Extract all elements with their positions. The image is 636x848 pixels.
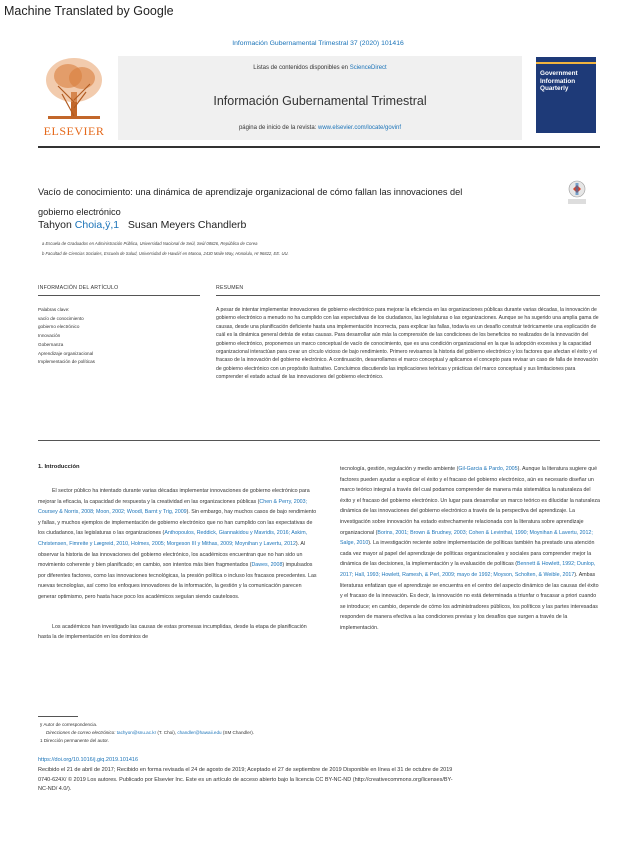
keyword-list	[38, 306, 198, 367]
permanent-address-note: 1 Dirección permanente del autor.	[40, 738, 109, 743]
affiliation-b: b Facultad de Ciencias Sociales, Escuela de Salud, Universidad de Hawái'i en Manoa, 2430 Maile Way, Honolulu, HI 96822, EE. UU.	[42, 251, 289, 256]
keyword-item: Implementación de políticas	[38, 359, 95, 365]
sciencedirect-link[interactable]: ScienceDirect	[349, 65, 387, 71]
author-1-name: Tahyon	[38, 219, 72, 231]
intro-paragraph-3: tecnología, gestión, regulación y medio ambiente (Gil-Garcia & Pardo, 2005). Aunque la literatura sugiere qué factores pueden ayudar a explicar el éxito y el fracaso del gobierno electrónico, aún es necesario diseñar un marco teórico integral a través del cual podamos comprender de manera más sistemática la naturaleza del éxito y el fracaso del gobierno electrónico. Un lugar para desarrollar un marco teórico es dilucidar la naturaleza dinámica de las innovaciones del gobierno electrónico a través de la perspectiva del aprendizaje. La investigación sobre innovación ha estado estrechamente relacionada con la literatura sobre aprendizaje organizacional (Borins, 2001; Brown & Brudney, 2003; Cohen & Levinthal, 1990; Moynihan & Lavertu, 2012; Salge, 2010). La investigación reciente sobre implementación de políticas también ha prestado una atención cada vez mayor al papel del aprendizaje de políticas organizacionales y sociales para comprender mejor la dinámica de las decisiones, la implementación y la evaluación de políticas (Bennett & Howlett, 1992; Dunlop, 2017; Hall, 1993; Howlett, Ramesh, & Perl, 2009; mayo de 1992; Moyson, Scholten, & Weible, 2017). Ambas literaturas enfatizan que el aprendizaje se encuentra en el centro del aspecto dinámico de las causas del éxito y el fracaso de la innovación. Es decir, la innovación no está determinada a triunfar o fracasar a priori cuando se introduce; en cambio, depende de cómo los administradores públicos, los políticos y las partes interesadas responden de manera efectiva a las condiciones previas y los desafíos que surgen a través de la implementación.	[340, 466, 600, 631]
intro-paragraph-2: Los académicos han investigado las causas de estas promesas incumplidas, desde la etapa de planificación hasta la de implementación en los dominios de	[38, 623, 307, 641]
footnote-rule	[38, 716, 78, 717]
machine-translation-banner: Machine Translated by Google	[4, 4, 174, 18]
homepage-link[interactable]: www.elsevier.com/locate/govinf	[318, 125, 402, 131]
author-1-affiliation-link[interactable]: Choia,ÿ,1	[74, 219, 120, 231]
journal-cover-title: Government Information Quarterly	[540, 70, 578, 92]
email-note: Direcciones de correo electrónico: tachyon@snu.ac.kr (T. Choi), chandler@hawaii.edu (SM Chandler).	[46, 730, 255, 735]
keyword-label: Palabras clave:	[38, 307, 70, 312]
citation-link[interactable]: Gil-Garcia & Pardo, 2005	[458, 466, 518, 472]
keyword-item: Innovación	[38, 333, 61, 339]
citation-link[interactable]: Chen & Perry, 2003; Coursey & Norris, 2008; Moon, 2002; Woodl, Barnt y Trig, 2009	[38, 498, 308, 516]
abstract-text: A pesar de intentar implementar innovaciones de gobierno electrónico para mejorar la eficiencia en las organizaciones públicas durante varias décadas, la innovación de gobierno electrónico a menudo no ha cumplido con las expectativas de los ciudadanos, las legislaturas o las organizaciones. Aunque se ha sugerido una amplia gama de causas, desde una planificación deficiente hasta una implementación incorrecta, para explicar las fallas, todavía es un desafío construir teóricamente una explicación de cuál es la dinámica general detrás de estas causas. Para desarrollar aún más la comprensión de las condiciones de los beneficios no realizados de la innovación del gobierno electrónico, proponemos un marco conceptual de vacío de conocimiento, que es una condición organizacional en la que la adopción excesiva y la capacidad organizacional interactúan para crear un círculo vicioso de bajo rendimiento. Primero revisamos la historia del gobierno electrónico y los factores que afectan el éxito y el fracaso de la innovación del gobierno electrónico. A continuación, desarrollamos el marco conceptual y aplicamos el concepto para revisar un caso de falla de innovación de gobierno electrónico con un propósito ilustrativo. Concluimos discutiendo las implicaciones teóricas y prácticas del marco conceptual y sus limitaciones para comprender el estado actual de las innovaciones del gobierno electrónico.	[216, 307, 599, 381]
author-list	[38, 219, 246, 231]
citation-link[interactable]: Bennett & Howlett, 1992; Dunlop, 2017; Hall, 1993; Howlett, Ramesh, & Perl, 2009; mayo de 1992; Moyson, Scholten, & Weible, 2017	[340, 561, 596, 578]
journal-reference-link[interactable]: Información Gubernamental Trimestral 37 (2020) 101416	[232, 40, 404, 47]
intro-right-column	[340, 464, 602, 634]
keyword-item: Aprendizaje organizacional	[38, 350, 94, 356]
citation-link[interactable]: Dawes, 2008	[251, 562, 283, 569]
journal-homepage	[118, 125, 522, 131]
keyword-item: Gobernanza	[38, 341, 64, 347]
abstract-rule	[216, 295, 600, 296]
corresponding-author-note: ÿ Autor de correspondencia.	[40, 722, 98, 727]
email-link-1[interactable]: tachyon@snu.ac.kr	[116, 730, 157, 735]
intro-paragraph-1: El sector público ha intentado durante varias décadas implementar innovaciones de gobierno electrónico para mejorar la eficacia, la capacidad de respuesta y la creatividad en las organizaciones públicas (Chen & Perry, 2003; Coursey & Norris, 2008; Moon, 2002; Woodl, Barnt y Trig, 2009). Sin embargo, hay muchos casos de bajo rendimiento y fallas, y muchos ejemplos de implementación de gobierno electrónico que no han cumplido con las expectativas de los ciudadanos, las legislaturas o las organizaciones (Anthopoulos, Reddick, Giannakidou y Mavridis, 2016; Askim, Christensen, Fimreite y Lægreid, 2010, Holmes, 2005; Morgeson III y Mithas, 2009; Moynihan y Lavertu, 2012). Al observar la historia de las innovaciones del gobierno electrónico, los académicos encuentran que no han sido un movimiento coherente y bien planificado; en cambio, son intentos más bien fragmentados (Dawes, 2008) impulsados por diferentes factores, como las innovaciones tecnológicas, la presión política o incluso los fracasos precedentes. Las nuevas tecnologías, así como los enfoques innovadores de la información, la gestión y la comunicación parecen generar optimismo, pero hasta hace poco los académicos seguían siendo cautelosos.	[38, 488, 317, 600]
homepage-prefix: página de inicio de la revista:	[238, 125, 317, 131]
citation-link[interactable]: Borins, 2001; Brown & Brudney, 2003; Cohen & Levinthal, 1990; Moynihan & Lavertu, 2012; Salge, 2010	[340, 529, 593, 547]
contents-availability	[118, 65, 522, 71]
article-info-rule	[38, 295, 200, 296]
header-divider	[38, 146, 600, 148]
crossmark-icon[interactable]	[566, 180, 588, 206]
journal-cover	[536, 57, 596, 133]
doi-link[interactable]: https://doi.org/10.1016/j.giq.2019.101416	[38, 757, 138, 763]
article-metadata	[38, 756, 458, 795]
keyword-item: gobierno electrónico	[38, 324, 80, 330]
article-title: Vacío de conocimiento: una dinámica de aprendizaje organizacional de cómo fallan las innovaciones del gobierno electrónico	[38, 187, 463, 217]
keyword-item: vacío de conocimiento	[38, 315, 84, 321]
email-link-2[interactable]: chandler@hawaii.edu	[177, 730, 222, 735]
abstract-heading: RESUMEN	[216, 285, 244, 291]
journal-title: Información Gubernamental Trimestral	[213, 94, 427, 108]
intro-left-column	[38, 486, 318, 643]
publisher-name: ELSEVIER	[43, 124, 105, 138]
received-dates-license: Recibido el 21 de abril de 2017; Recibido en forma revisada el 24 de agosto de 2019; Aceptado el 27 de septiembre de 2019 Disponible en línea el 31 de octubre de 2019 0740-624X/ © 2019 Los autores. Publicado por Elsevier Inc. Este es un artículo de acceso abierto bajo la licencia CC BY-NC-ND (http://creativecommons.org/licenses/BY-NC-ND/ 4.0/).	[38, 766, 453, 793]
intro-heading: 1. Introducción	[38, 464, 80, 470]
citation-link[interactable]: Anthopoulos, Reddick, Giannakidou y Mavridis, 2016; Askim, Christensen, Fimreite y Lægreid, 2010, Holmes, 2005; Morgeson III y Mithas, 2009; Moynihan y Lavertu, 2012	[38, 530, 308, 547]
footnotes	[40, 721, 340, 745]
article-info-heading: INFORMACIÓN DEL ARTÍCULO	[38, 285, 119, 291]
author-2-name: Susan Meyers Chandlerb	[127, 219, 247, 231]
journal-cover-stripe	[536, 62, 596, 64]
affiliation-a: a Escuela de Graduados en Administración Pública, Universidad Nacional de Seúl, Seúl 08826, República de Corea	[42, 241, 258, 246]
contents-prefix: Listas de contenidos disponibles en	[253, 65, 349, 71]
section-divider	[38, 440, 600, 441]
